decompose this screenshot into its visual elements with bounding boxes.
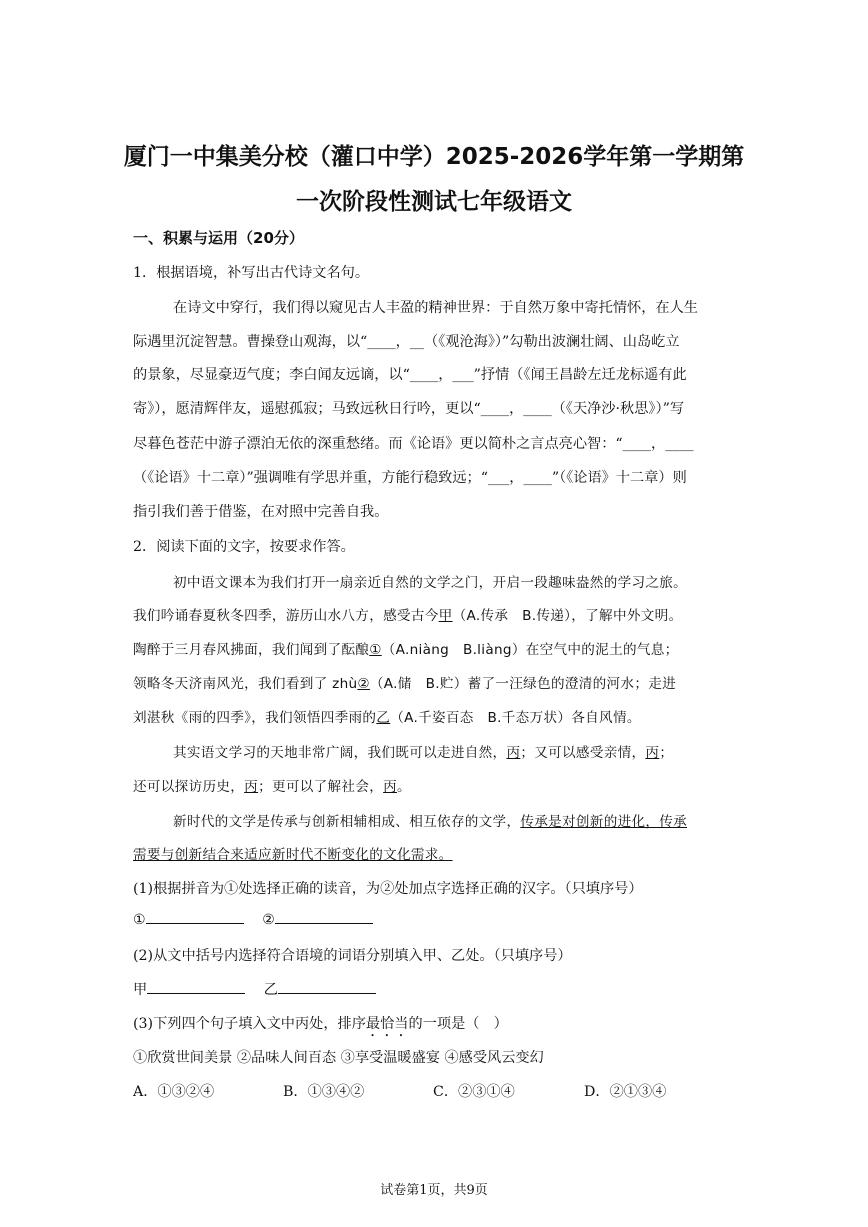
passage-text: ； [659, 745, 674, 761]
sentence-choices: ①欣赏世间美景 ②品味人间百态 ③享受温暖盛宴 ④感受风云变幻 [133, 1050, 544, 1066]
question-2-prompt: 2．阅读下面的文字，按要求作答。 [133, 539, 355, 555]
option-b[interactable]: B．①③④② [283, 1084, 365, 1100]
option-d[interactable]: D．②①③④ [584, 1084, 667, 1100]
passage-line [133, 706, 641, 726]
underlined-sentence: 传承是对创新的进化，传承 [520, 814, 688, 830]
passage-text: （A.千姿百态 B.千态万状）各自风情。 [390, 710, 641, 726]
question-1-text-line: 际遇里沉淀智慧。曹操登山观海，以“____，__（《观沧海》）”勾勒出波澜壮阔、山岛屹立 [133, 334, 680, 350]
blank-marker-bing: 丙 [645, 745, 660, 761]
subquestion-1: (1)根据拼音为①处选择正确的读音，为②处加点字选择正确的汉字。（只填序号） [133, 881, 643, 897]
passage-text: 。 [397, 779, 411, 795]
passage-text: 其实语文学习的天地非常广阔，我们既可以走进自然， [173, 745, 507, 761]
blank-marker-2: ② [357, 676, 370, 692]
underlined-sentence: 需要与创新结合来适应新时代不断变化的文化需求。 [133, 847, 453, 863]
answer-blank[interactable] [147, 981, 245, 994]
passage-line [173, 741, 673, 761]
passage-text: 我们吟诵春夏秋冬四季，游历山水八方，感受古今 [133, 608, 439, 624]
question-1-text-line: 的景象，尽显豪迈气度；李白闻友远谪，以“____，___”抒情（《闻王昌龄左迁龙标遥有此 [133, 367, 687, 383]
passage-text: 刘湛秋《雨的四季》，我们领悟四季雨的 [133, 710, 377, 726]
passage-text: （A.储 B.贮）蓄了一汪绿色的澄清的河水；走进 [369, 676, 677, 692]
question-1-text-line: 寄》），愿清辉伴友，遥慰孤寂；马致远秋日行吟，更以“____，____（《天净沙·秋思》）”写 [133, 401, 685, 417]
answer-blank[interactable] [278, 981, 376, 994]
answer-label: ① [133, 912, 146, 928]
question-1-text-line: （《论语》十二章）”强调唯有学思并重，方能行稳致远；“___，____”（《论语》十二章）则 [133, 470, 687, 486]
emphasized-text: 最恰当 [365, 1016, 409, 1032]
blank-marker-1: ① [369, 642, 382, 658]
answer-blank[interactable] [275, 911, 373, 924]
answer-label: ② [262, 912, 275, 928]
subquestion-text: 的一项是（ ） [408, 1016, 508, 1032]
blank-marker-bing: 丙 [244, 779, 259, 795]
passage-text: 还可以探访历史， [133, 779, 245, 795]
section-heading: 一、积累与运用（20分） [133, 229, 304, 247]
exam-title-line-1: 厦门一中集美分校（灌口中学）2025-2026学年第一学期第 [123, 144, 745, 170]
passage-text: 陶醉于三月春风拂面，我们闻到了酝酿 [133, 642, 370, 658]
passage-line [133, 672, 676, 692]
question-1-text-line: 指引我们善于借鉴，在对照中完善自我。 [133, 504, 389, 520]
answer-row-1 [133, 911, 373, 928]
answer-row-2 [133, 979, 376, 999]
blank-marker-bing: 丙 [383, 779, 398, 795]
question-1-text-line: 尽暮色苍茫中游子漂泊无依的深重愁绪。而《论语》更以简朴之言点亮心智：“____，____ [133, 436, 694, 452]
exam-title-line-2: 一次阶段性测试七年级语文 [296, 189, 572, 215]
passage-line: 初中语文课本为我们打开一扇亲近自然的文学之门，开启一段趣味盎然的学习之旅。 [173, 575, 688, 591]
page-footer: 试卷第1页，共9页 [380, 1183, 488, 1198]
subquestion-text: (3)下列四个句子填入文中丙处，排序 [133, 1016, 366, 1032]
passage-line [133, 775, 411, 795]
passage-line [133, 638, 679, 658]
passage-text: （A.niàng B.liàng）在空气中的泥土的气息； [381, 642, 679, 658]
passage-line [173, 810, 687, 830]
passage-text: 领略冬天济南风光，我们看到了 zhù [133, 676, 358, 692]
blank-marker-jia: 甲 [438, 608, 453, 624]
answer-blank[interactable] [146, 911, 244, 924]
subquestion-3 [133, 1013, 508, 1040]
passage-text: （A.传承 B.传递），了解中外文明。 [452, 608, 683, 624]
answer-label: 甲 [133, 982, 148, 998]
passage-line [133, 843, 453, 863]
blank-marker-bing: 丙 [506, 745, 521, 761]
question-1-prompt: 1．根据语境，补写出古代诗文名句。 [133, 265, 370, 281]
passage-text: ；更可以了解社会， [258, 779, 384, 795]
option-c[interactable]: C．②③①④ [433, 1084, 515, 1100]
subquestion-2: (2)从文中括号内选择符合语境的词语分别填入甲、乙处。（只填序号） [133, 948, 572, 964]
answer-label: 乙 [263, 982, 278, 998]
passage-text: 新时代的文学是传承与创新相辅相成、相互依存的文学， [173, 814, 521, 830]
option-a[interactable]: A．①③②④ [133, 1084, 215, 1100]
passage-text: ；又可以感受亲情， [520, 745, 646, 761]
question-1-text-line: 在诗文中穿行，我们得以窥见古人丰盈的精神世界：于自然万象中寄托情怀，在人生 [173, 300, 698, 316]
blank-marker-yi: 乙 [376, 710, 391, 726]
passage-line [133, 604, 682, 624]
